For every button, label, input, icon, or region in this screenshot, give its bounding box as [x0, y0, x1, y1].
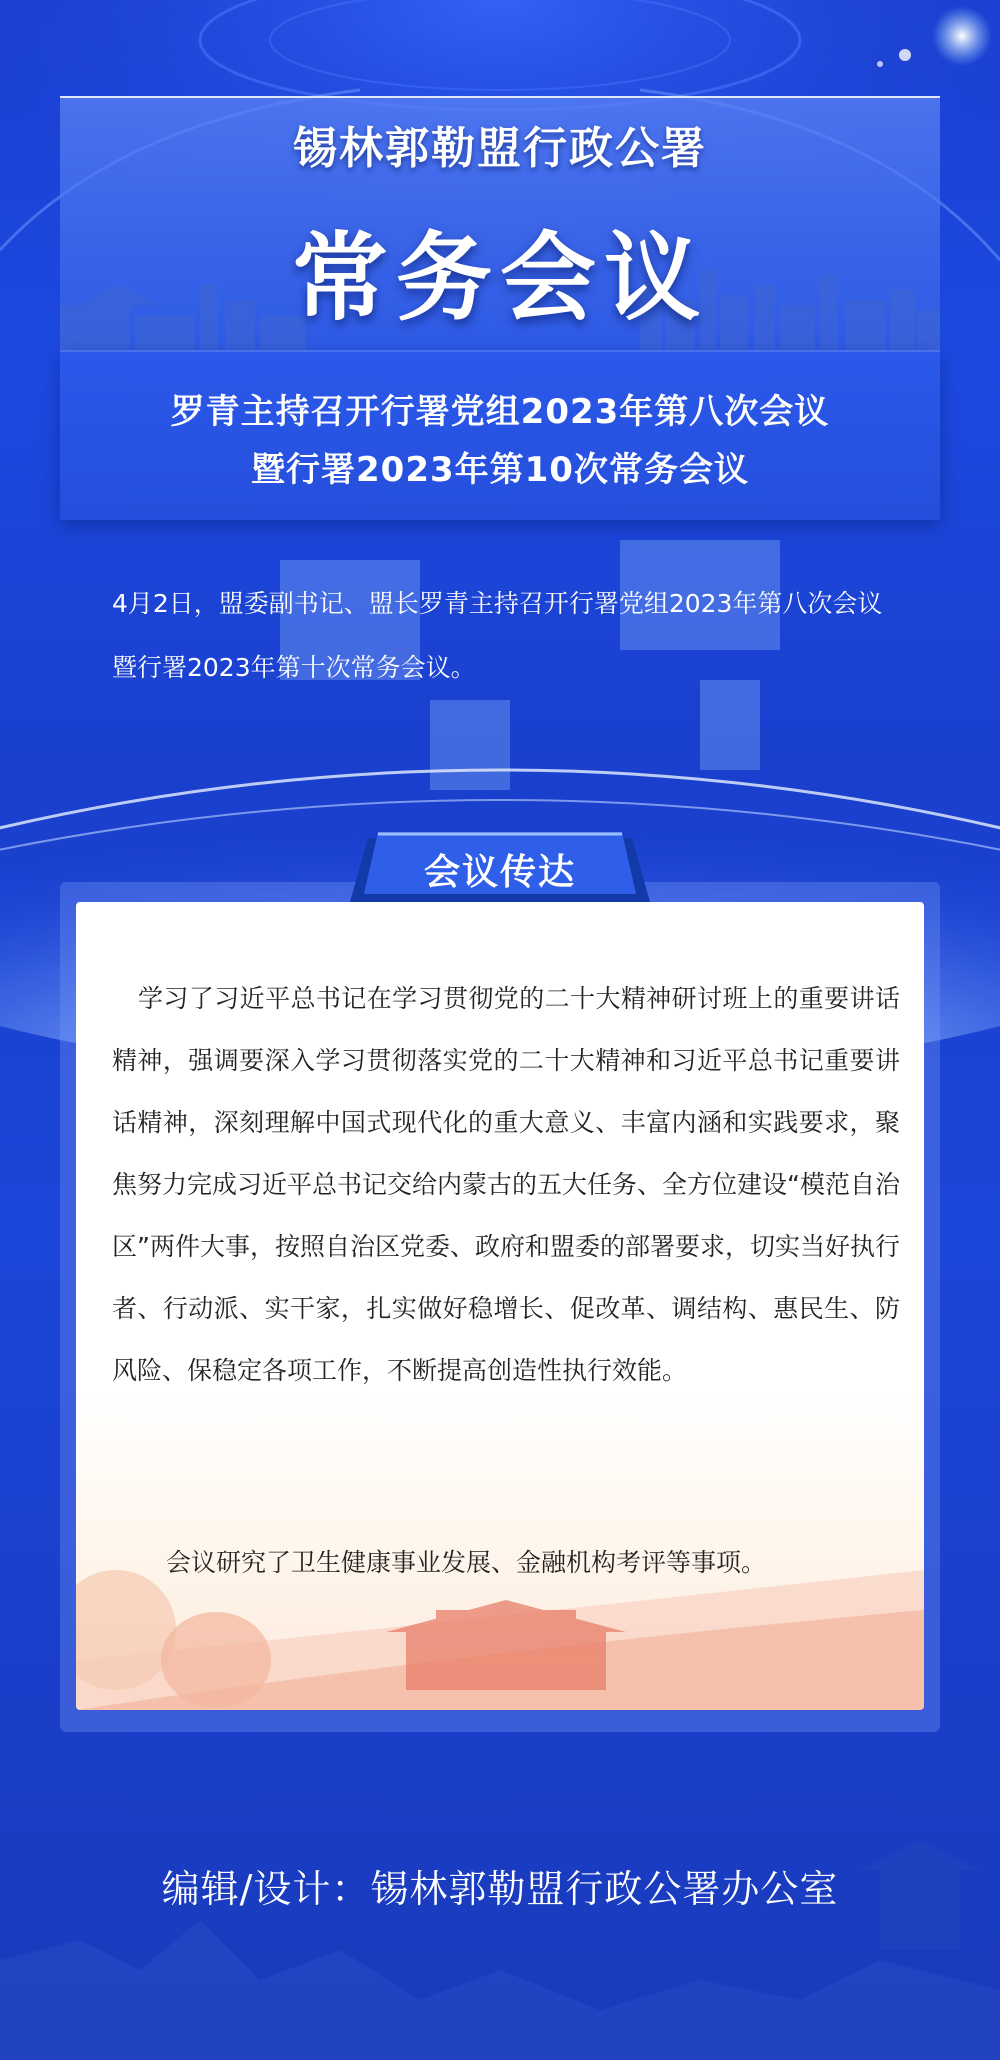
section-paragraph-1: 学习了习近平总书记在学习贯彻党的二十大精神研讨班上的重要讲话精神，强调要深入学习贯彻落实党的二十大精神和习近平总书记重要讲话精神，深刻理解中国式现代化的重大意义、丰富内涵和实践要求，聚焦努力完成习近平总书记交给内蒙古的五大任务、全方位建设“模范自治区”两件大事，按照自治区党委、政府和盟委的部署要求，切实当好执行者、行动派、实干家，扎实做好稳增长、促改革、调结构、惠民生、防风险、保稳定各项工作，不断提高创造性执行效能。 [112, 984, 900, 1385]
page-title: 常务会议 [292, 221, 708, 334]
subtitle-line-2: 暨行署2023年第10次常务会议 [251, 450, 749, 490]
org-title: 锡林郭勒盟行政公署 [293, 123, 707, 174]
footer-credit: 编辑/设计：锡林郭勒盟行政公署办公室 [161, 1867, 839, 1911]
content-card [76, 902, 924, 1710]
subtitle-line-1: 罗青主持召开行署党组2023年第八次会议 [170, 392, 830, 432]
header-banner [60, 96, 940, 352]
section-tab [350, 832, 650, 902]
section-paragraph-2: 会议研究了卫生健康事业发展、金融机构考评等事项。 [166, 1548, 767, 1577]
subtitle-box [60, 350, 940, 520]
great-wall-illustration [0, 1800, 1000, 2060]
intro-paragraph: 4月2日，盟委副书记、盟长罗青主持召开行署党组2023年第八次会议暨行署2023年第十次常务会议。 [112, 589, 883, 682]
section-tab-label: 会议传达 [423, 852, 576, 893]
tiananmen-drum-illustration [76, 1510, 924, 1710]
